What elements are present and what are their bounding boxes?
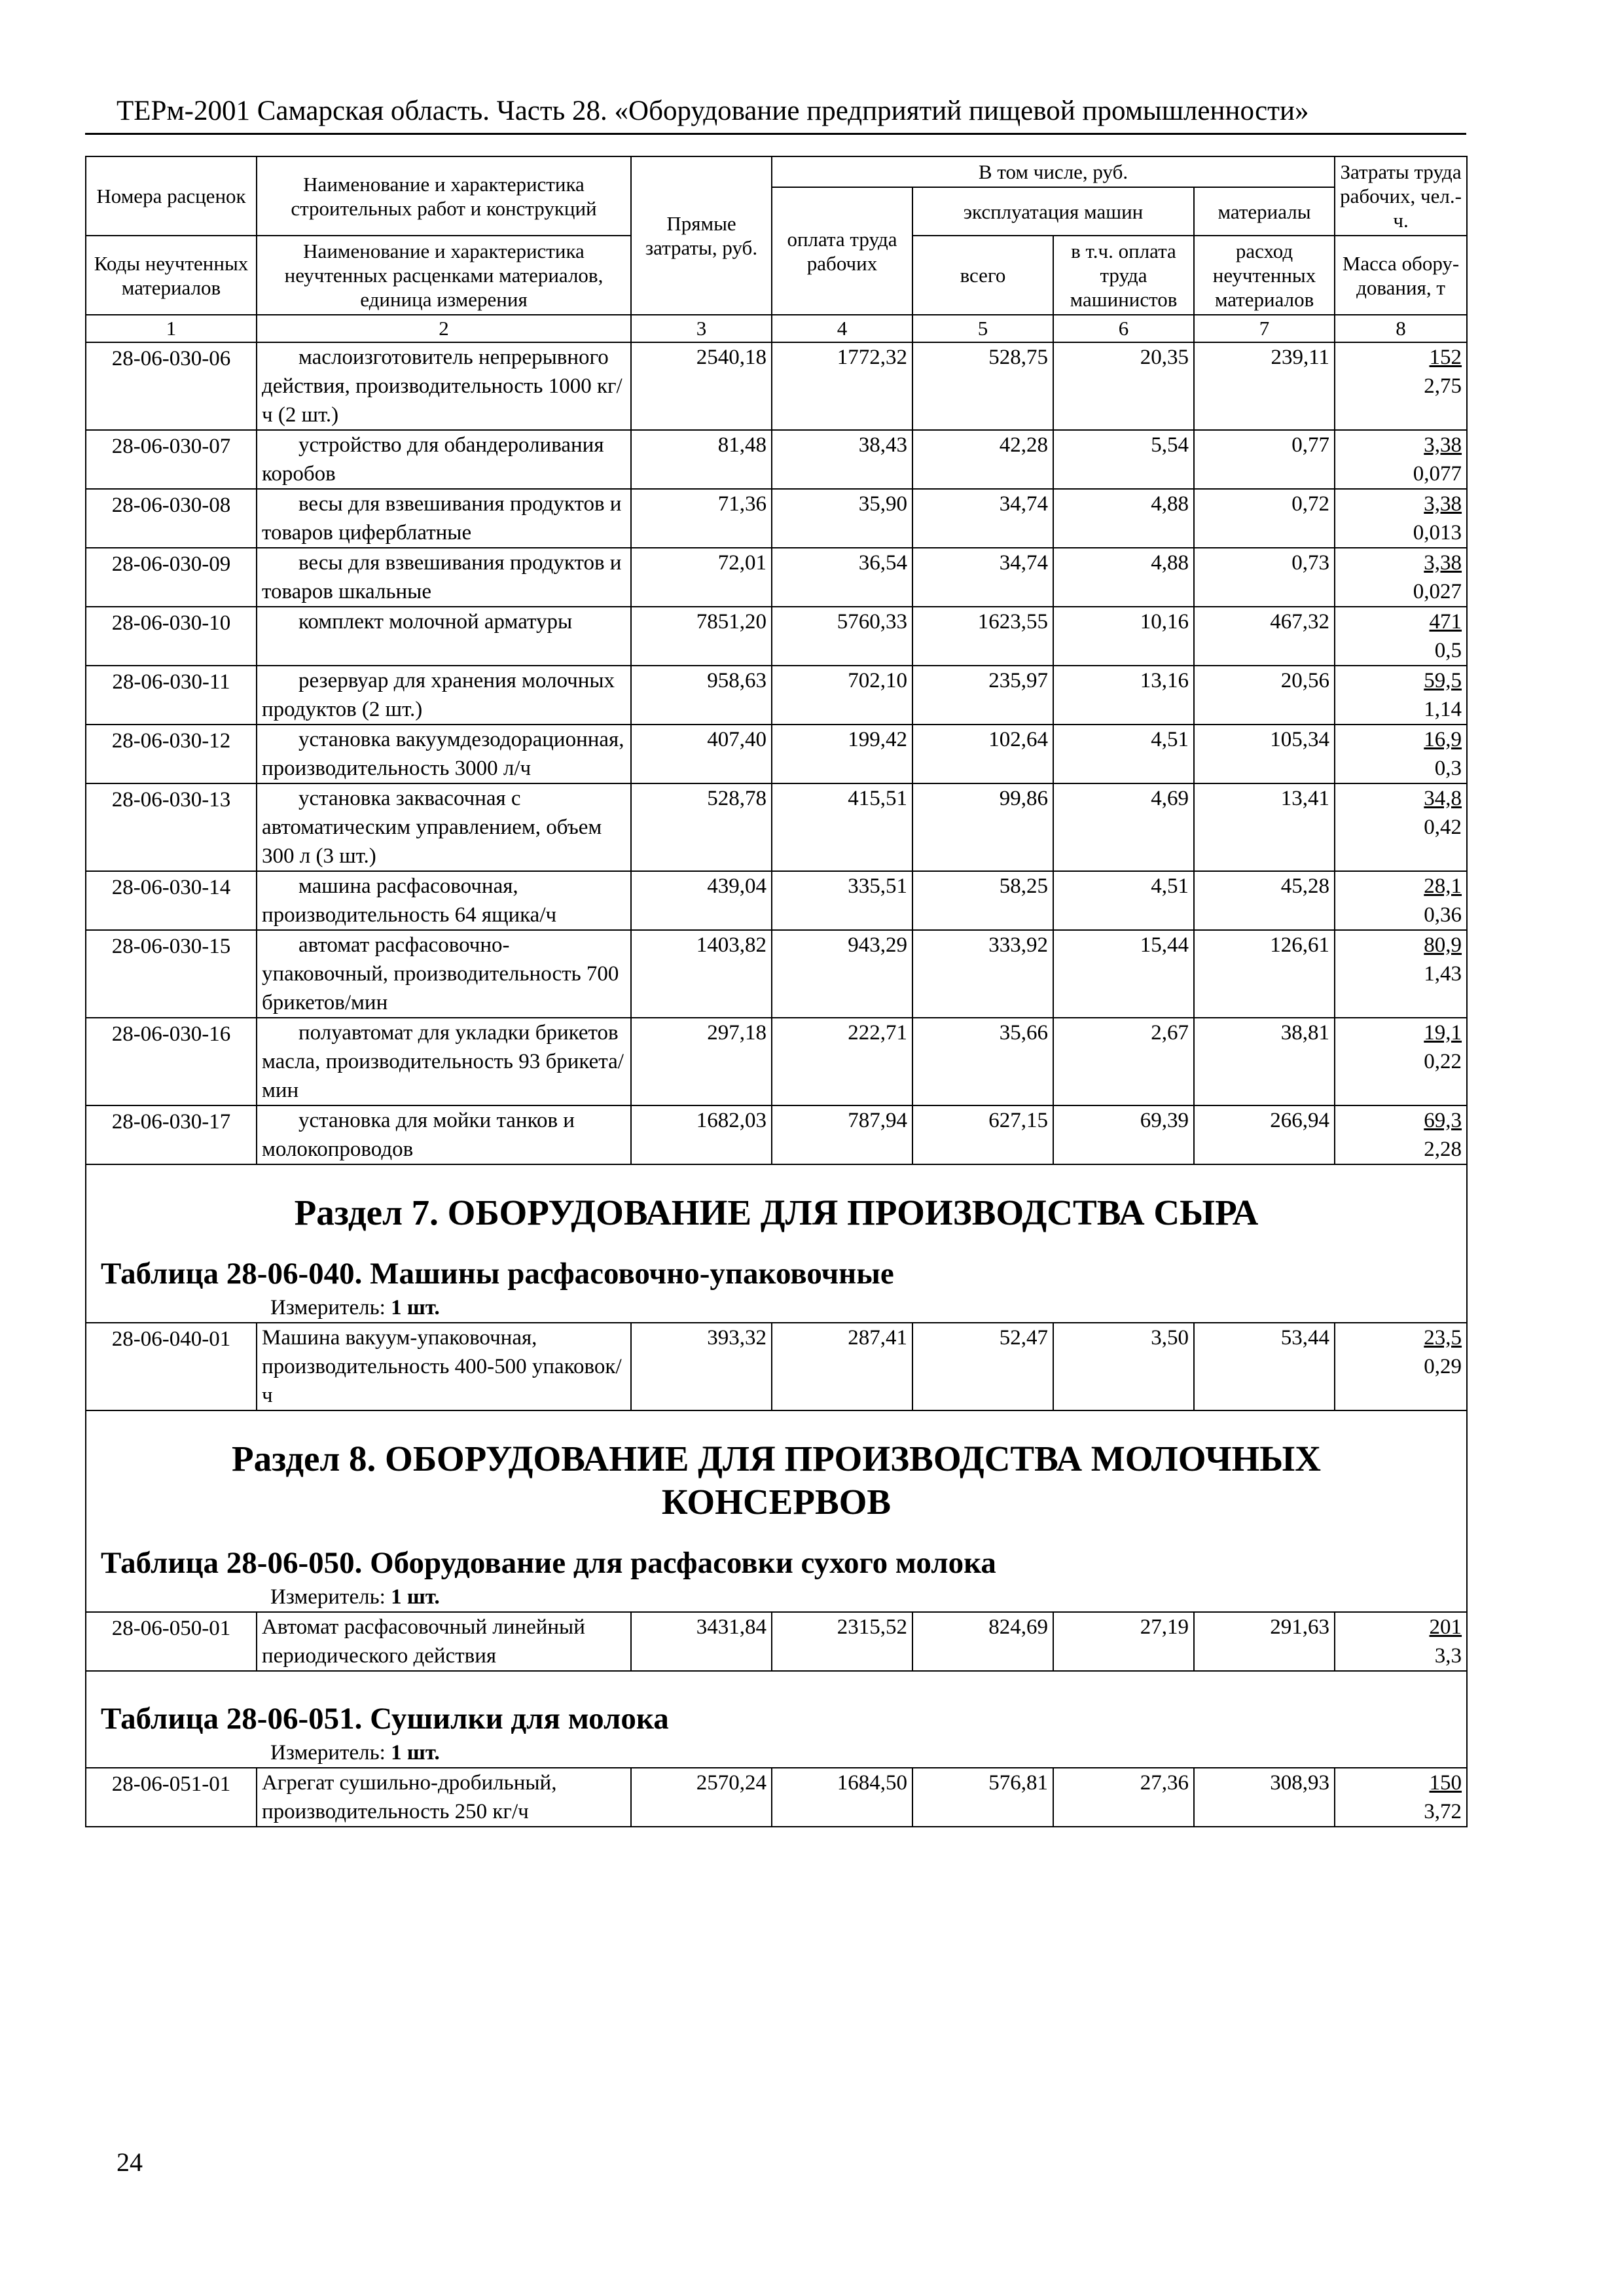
row-equipment-mass: 3,3 <box>1434 1644 1462 1668</box>
row-direct-cost: 439,04 <box>631 871 772 930</box>
row-labor-pay: 1772,32 <box>772 342 912 430</box>
row-labor-hours: 19,1 <box>1424 1021 1462 1045</box>
row-labor-pay: 415,51 <box>772 783 912 871</box>
column-number: 3 <box>631 315 772 342</box>
row-direct-cost: 393,32 <box>631 1323 772 1410</box>
header-row-1 <box>86 156 1467 187</box>
row-labor-hours: 69,3 <box>1424 1109 1462 1132</box>
row-labor-mass <box>1335 607 1467 666</box>
col2-bottom-header: Наименование и характеристика неучтенных расценками материалов, единица измерения <box>257 236 631 315</box>
row-labor-mass <box>1335 783 1467 871</box>
column-numbers-row <box>86 315 1467 342</box>
row-machine-total: 627,15 <box>912 1105 1053 1164</box>
row-labor-mass <box>1335 548 1467 607</box>
row-labor-hours: 16,9 <box>1424 728 1462 751</box>
table-title: Таблица 28-06-040. Машины расфасовочно-упаковочные <box>101 1257 894 1291</box>
row-labor-pay: 199,42 <box>772 725 912 783</box>
row-equipment-mass: 0,3 <box>1434 757 1462 780</box>
row-machine-labor: 4,51 <box>1053 871 1194 930</box>
row-machine-labor: 10,16 <box>1053 607 1194 666</box>
header-rule <box>85 133 1466 135</box>
row-machine-total: 42,28 <box>912 430 1053 489</box>
row-machine-labor: 15,44 <box>1053 930 1194 1018</box>
row-name: устройство для обандероливания коробов <box>257 430 631 489</box>
measure-value: 1 шт. <box>391 1585 440 1609</box>
row-materials: 105,34 <box>1194 725 1335 783</box>
row-machine-total: 34,74 <box>912 489 1053 548</box>
row-labor-hours: 201 <box>1429 1615 1462 1639</box>
row-machine-labor: 2,67 <box>1053 1018 1194 1105</box>
table-row <box>86 871 1467 930</box>
row-code: 28-06-030-08 <box>86 489 257 548</box>
table-title: Таблица 28-06-050. Оборудование для расфасовки сухого молока <box>101 1546 996 1580</box>
page-header: ТЕРм-2001 Самарская область. Часть 28. «Оборудование предприятий пищевой промышленности» <box>117 96 1309 126</box>
table-row <box>86 548 1467 607</box>
row-labor-hours: 3,38 <box>1424 433 1462 457</box>
row-code: 28-06-030-06 <box>86 342 257 430</box>
row-labor-hours: 3,38 <box>1424 492 1462 516</box>
table-row <box>86 489 1467 548</box>
row-machine-labor: 3,50 <box>1053 1323 1194 1410</box>
row-labor-hours: 3,38 <box>1424 551 1462 575</box>
row-labor-pay: 1684,50 <box>772 1768 912 1827</box>
materials-header: материалы <box>1194 187 1335 236</box>
row-machine-labor: 4,69 <box>1053 783 1194 871</box>
row-labor-pay: 943,29 <box>772 930 912 1018</box>
row-labor-mass <box>1335 725 1467 783</box>
row-labor-pay: 287,41 <box>772 1323 912 1410</box>
row-machine-labor: 5,54 <box>1053 430 1194 489</box>
table-row <box>86 1768 1467 1827</box>
row-machine-total: 52,47 <box>912 1323 1053 1410</box>
row-machine-labor: 4,88 <box>1053 548 1194 607</box>
row-name: комплект молочной арматуры <box>257 607 631 666</box>
table-row <box>86 666 1467 725</box>
row-equipment-mass: 0,36 <box>1424 903 1462 927</box>
row-name: маслоизготовитель непрерывного действия, производительность 1000 кг/ч (2 шт.) <box>257 342 631 430</box>
price-table <box>85 156 1468 1827</box>
row-materials: 38,81 <box>1194 1018 1335 1105</box>
column-number: 2 <box>257 315 631 342</box>
row-direct-cost: 1682,03 <box>631 1105 772 1164</box>
col4-header: оплата труда рабочих <box>772 187 912 315</box>
row-machine-labor: 4,88 <box>1053 489 1194 548</box>
row-machine-total: 333,92 <box>912 930 1053 1018</box>
row-code: 28-06-050-01 <box>86 1612 257 1671</box>
section-cell <box>86 1164 1467 1323</box>
measure-line <box>86 1583 1466 1611</box>
row-code: 28-06-030-07 <box>86 430 257 489</box>
row-code: 28-06-030-14 <box>86 871 257 930</box>
row-name: установка заквасочная с автоматическим управлением, объем 300 л (3 шт.) <box>257 783 631 871</box>
row-code: 28-06-030-10 <box>86 607 257 666</box>
row-labor-hours: 471 <box>1429 610 1462 634</box>
row-labor-mass <box>1335 1105 1467 1164</box>
row-labor-mass <box>1335 666 1467 725</box>
row-labor-mass <box>1335 342 1467 430</box>
row-machine-labor: 27,19 <box>1053 1612 1194 1671</box>
row-equipment-mass: 0,027 <box>1413 580 1462 603</box>
row-equipment-mass: 0,29 <box>1424 1355 1462 1378</box>
row-materials: 308,93 <box>1194 1768 1335 1827</box>
measure-value: 1 шт. <box>391 1741 440 1765</box>
table-row <box>86 607 1467 666</box>
column-number: 1 <box>86 315 257 342</box>
row-name: Автомат расфасовочный линейный периодического действия <box>257 1612 631 1671</box>
row-direct-cost: 7851,20 <box>631 607 772 666</box>
measure-label: Измеритель: <box>270 1741 386 1765</box>
measure-line <box>86 1738 1466 1767</box>
row-equipment-mass: 0,013 <box>1413 521 1462 545</box>
row-labor-mass <box>1335 1018 1467 1105</box>
row-labor-pay: 335,51 <box>772 871 912 930</box>
row-machine-total: 102,64 <box>912 725 1053 783</box>
col8-bottom-header: Масса обору-дования, т <box>1335 236 1467 315</box>
row-machine-total: 58,25 <box>912 871 1053 930</box>
column-number: 8 <box>1335 315 1467 342</box>
row-materials: 20,56 <box>1194 666 1335 725</box>
row-direct-cost: 2570,24 <box>631 1768 772 1827</box>
row-labor-hours: 59,5 <box>1424 669 1462 692</box>
table-row <box>86 1612 1467 1671</box>
row-labor-mass <box>1335 930 1467 1018</box>
table-row <box>86 342 1467 430</box>
row-direct-cost: 297,18 <box>631 1018 772 1105</box>
table-title: Таблица 28-06-051. Сушилки для молока <box>101 1702 669 1736</box>
row-equipment-mass: 1,14 <box>1424 698 1462 721</box>
row-labor-pay: 702,10 <box>772 666 912 725</box>
section-title: КОНСЕРВОВ <box>661 1482 892 1522</box>
row-machine-total: 1623,55 <box>912 607 1053 666</box>
row-name: установка для мойки танков и молокопроводов <box>257 1105 631 1164</box>
row-code: 28-06-051-01 <box>86 1768 257 1827</box>
row-machine-labor: 20,35 <box>1053 342 1194 430</box>
row-equipment-mass: 2,75 <box>1424 374 1462 398</box>
row-direct-cost: 958,63 <box>631 666 772 725</box>
row-code: 28-06-030-11 <box>86 666 257 725</box>
row-code: 28-06-030-12 <box>86 725 257 783</box>
row-code: 28-06-030-15 <box>86 930 257 1018</box>
col1-top-header: Номера расценок <box>86 156 257 236</box>
row-direct-cost: 407,40 <box>631 725 772 783</box>
row-machine-total: 34,74 <box>912 548 1053 607</box>
row-direct-cost: 71,36 <box>631 489 772 548</box>
row-labor-pay: 38,43 <box>772 430 912 489</box>
row-labor-pay: 35,90 <box>772 489 912 548</box>
row-materials: 0,73 <box>1194 548 1335 607</box>
row-labor-pay: 36,54 <box>772 548 912 607</box>
row-name: резервуар для хранения молочных продуктов (2 шт.) <box>257 666 631 725</box>
col7-header: расход неучтенных материалов <box>1194 236 1335 315</box>
table-row <box>86 430 1467 489</box>
row-labor-mass <box>1335 430 1467 489</box>
column-number: 6 <box>1053 315 1194 342</box>
row-materials: 126,61 <box>1194 930 1335 1018</box>
row-name: весы для взвешивания продуктов и товаров циферблатные <box>257 489 631 548</box>
row-code: 28-06-040-01 <box>86 1323 257 1410</box>
row-labor-pay: 5760,33 <box>772 607 912 666</box>
row-materials: 0,72 <box>1194 489 1335 548</box>
row-materials: 266,94 <box>1194 1105 1335 1164</box>
row-materials: 0,77 <box>1194 430 1335 489</box>
measure-label: Измеритель: <box>270 1296 386 1319</box>
row-materials: 45,28 <box>1194 871 1335 930</box>
row-labor-pay: 2315,52 <box>772 1612 912 1671</box>
row-name: машина расфасовочная, производительность 64 ящика/ч <box>257 871 631 930</box>
row-name: установка вакуумдезодорационная, производительность 3000 л/ч <box>257 725 631 783</box>
row-labor-mass <box>1335 871 1467 930</box>
column-number: 5 <box>912 315 1053 342</box>
row-equipment-mass: 0,077 <box>1413 462 1462 486</box>
section-title: Раздел 8. ОБОРУДОВАНИЕ ДЛЯ ПРОИЗВОДСТВА МОЛОЧНЫХ <box>232 1439 1322 1479</box>
section-block <box>86 1671 1467 1768</box>
page-number: 24 <box>117 2147 143 2177</box>
row-name: Машина вакуум-упаковочная, производительность 400-500 упаковок/ч <box>257 1323 631 1410</box>
row-labor-hours: 150 <box>1429 1771 1462 1795</box>
row-labor-pay: 222,71 <box>772 1018 912 1105</box>
measure-line <box>86 1293 1466 1322</box>
row-direct-cost: 72,01 <box>631 548 772 607</box>
row-materials: 467,32 <box>1194 607 1335 666</box>
row-labor-hours: 152 <box>1429 346 1462 369</box>
row-machine-total: 35,66 <box>912 1018 1053 1105</box>
row-materials: 291,63 <box>1194 1612 1335 1671</box>
row-equipment-mass: 2,28 <box>1424 1138 1462 1161</box>
row-name: полуавтомат для укладки брикетов масла, производительность 93 брикета/мин <box>257 1018 631 1105</box>
row-machine-total: 576,81 <box>912 1768 1053 1827</box>
row-code: 28-06-030-09 <box>86 548 257 607</box>
row-machine-total: 99,86 <box>912 783 1053 871</box>
column-number: 7 <box>1194 315 1335 342</box>
col3-header: Прямые затраты, руб. <box>631 156 772 315</box>
machines-header: эксплуатация машин <box>912 187 1194 236</box>
section-block <box>86 1410 1467 1612</box>
row-equipment-mass: 1,43 <box>1424 962 1462 986</box>
row-direct-cost: 1403,82 <box>631 930 772 1018</box>
row-machine-labor: 27,36 <box>1053 1768 1194 1827</box>
table-row <box>86 1018 1467 1105</box>
row-code: 28-06-030-13 <box>86 783 257 871</box>
row-machine-total: 824,69 <box>912 1612 1053 1671</box>
row-materials: 239,11 <box>1194 342 1335 430</box>
row-code: 28-06-030-17 <box>86 1105 257 1164</box>
row-direct-cost: 3431,84 <box>631 1612 772 1671</box>
row-equipment-mass: 0,42 <box>1424 816 1462 839</box>
including-header: В том числе, руб. <box>772 156 1335 187</box>
row-labor-pay: 787,94 <box>772 1105 912 1164</box>
row-labor-hours: 23,5 <box>1424 1326 1462 1350</box>
row-equipment-mass: 0,22 <box>1424 1050 1462 1073</box>
col6-header: в т.ч. оплата труда машинистов <box>1053 236 1194 315</box>
row-name: автомат расфасовочно-упаковочный, производительность 700 брикетов/мин <box>257 930 631 1018</box>
row-name: весы для взвешивания продуктов и товаров шкальные <box>257 548 631 607</box>
row-labor-mass <box>1335 489 1467 548</box>
row-materials: 53,44 <box>1194 1323 1335 1410</box>
measure-label: Измеритель: <box>270 1585 386 1609</box>
table-row <box>86 1105 1467 1164</box>
row-direct-cost: 81,48 <box>631 430 772 489</box>
table-row <box>86 1323 1467 1410</box>
row-equipment-mass: 3,72 <box>1424 1800 1462 1823</box>
row-machine-total: 235,97 <box>912 666 1053 725</box>
row-direct-cost: 2540,18 <box>631 342 772 430</box>
row-machine-labor: 13,16 <box>1053 666 1194 725</box>
row-labor-hours: 28,1 <box>1424 874 1462 898</box>
measure-value: 1 шт. <box>391 1296 440 1319</box>
row-labor-mass <box>1335 1323 1467 1410</box>
section-block <box>86 1164 1467 1323</box>
row-machine-total: 528,75 <box>912 342 1053 430</box>
row-labor-mass <box>1335 1612 1467 1671</box>
column-number: 4 <box>772 315 912 342</box>
section-cell <box>86 1410 1467 1612</box>
col8-top-header: Затраты труда рабочих, чел.-ч. <box>1335 156 1467 236</box>
col2-top-header: Наименование и характеристика строительных работ и конструкций <box>257 156 631 236</box>
row-equipment-mass: 0,5 <box>1434 639 1462 662</box>
table-row <box>86 725 1467 783</box>
col1-bottom-header: Коды неучтенных материалов <box>86 236 257 315</box>
row-name: Агрегат сушильно-дробильный, производительность 250 кг/ч <box>257 1768 631 1827</box>
section-title: Раздел 7. ОБОРУДОВАНИЕ ДЛЯ ПРОИЗВОДСТВА СЫРА <box>294 1193 1259 1232</box>
row-materials: 13,41 <box>1194 783 1335 871</box>
row-labor-hours: 34,8 <box>1424 787 1462 810</box>
table-row <box>86 783 1467 871</box>
row-machine-labor: 4,51 <box>1053 725 1194 783</box>
row-machine-labor: 69,39 <box>1053 1105 1194 1164</box>
row-code: 28-06-030-16 <box>86 1018 257 1105</box>
section-cell <box>86 1671 1467 1768</box>
col5-header: всего <box>912 236 1053 315</box>
table-row <box>86 930 1467 1018</box>
row-labor-hours: 80,9 <box>1424 933 1462 957</box>
row-labor-mass <box>1335 1768 1467 1827</box>
row-direct-cost: 528,78 <box>631 783 772 871</box>
